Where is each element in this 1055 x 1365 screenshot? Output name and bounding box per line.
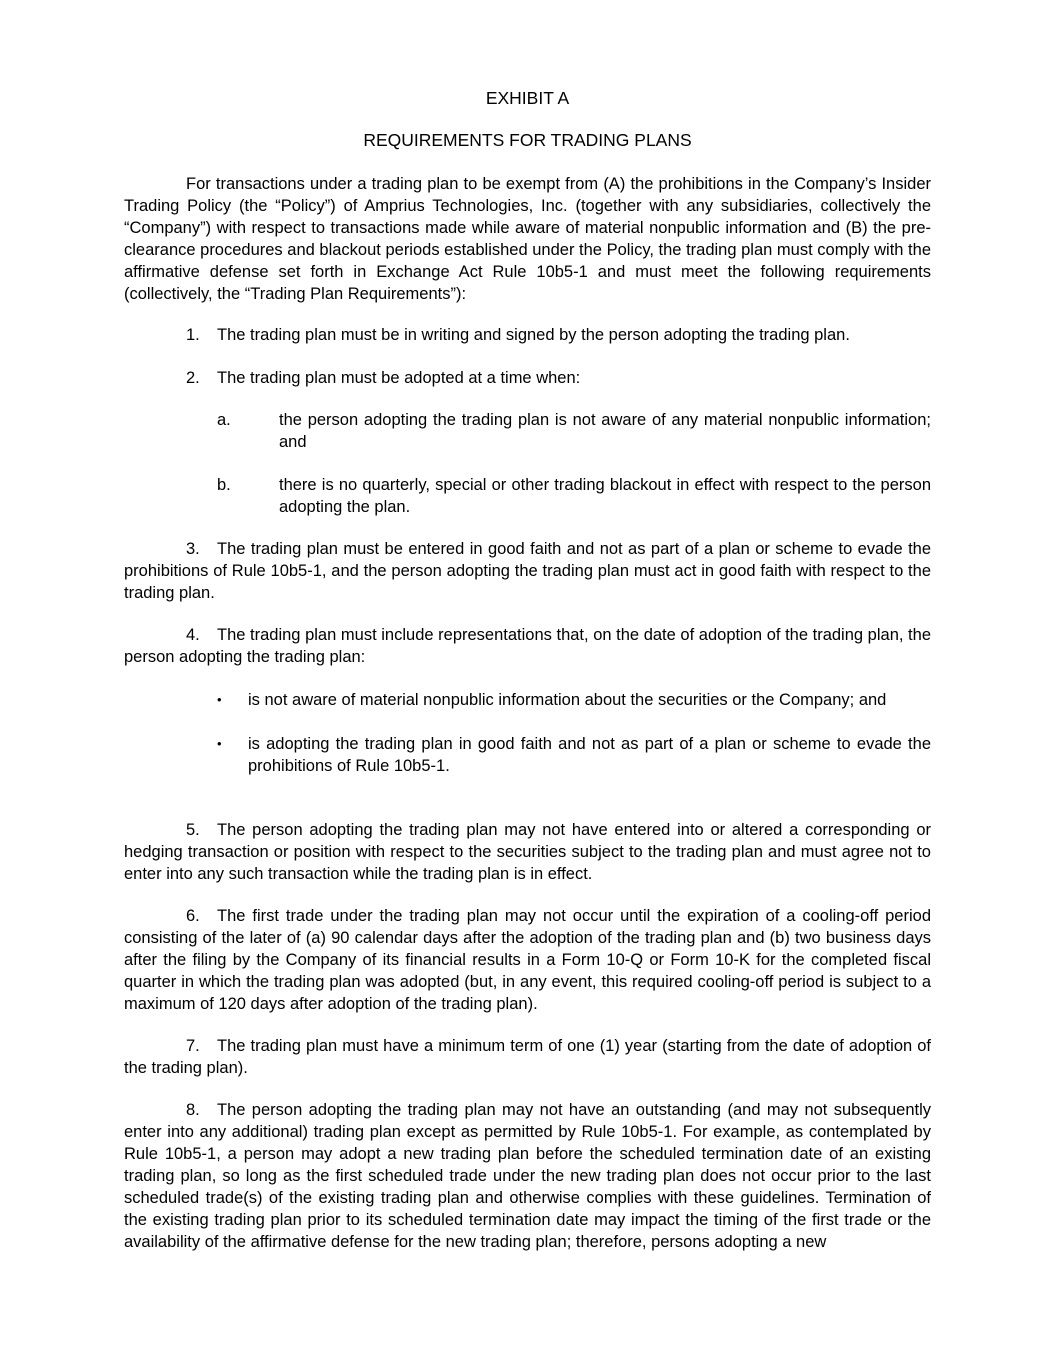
item-number: 6. xyxy=(186,907,200,925)
bullet-item-2 xyxy=(217,733,931,777)
item-text: The trading plan must be in writing and signed by the person adopting the trading plan. xyxy=(217,326,850,344)
requirement-item-7 xyxy=(124,1035,931,1079)
intro-paragraph: For transactions under a trading plan to be exempt from (A) the prohibitions in the Company’s Insider Trading Policy (the “Policy”) of Amprius Technologies, Inc. (together with any subsidiaries, collectively the “Company”) with respect to transactions made while aware of material nonpublic information and (B) the pre-clearance procedures and blackout periods established under the Policy, the trading plan must comply with the affirmative defense set forth in Exchange Act Rule 10b5-1 and must meet the following requirements (collectively, the “Trading Plan Requirements”): xyxy=(124,175,931,303)
sub-item-text: there is no quarterly, special or other trading blackout in effect with respect to the person adopting the plan. xyxy=(279,476,931,516)
item-number: 2. xyxy=(186,369,200,387)
requirement-item-3 xyxy=(124,538,931,604)
item-text: The trading plan must be adopted at a time when: xyxy=(217,369,581,387)
bullet-icon: • xyxy=(217,692,222,707)
bullet-text: is not aware of material nonpublic information about the securities or the Company; and xyxy=(248,691,887,709)
requirement-item-1 xyxy=(186,324,931,346)
exhibit-title: EXHIBIT A xyxy=(485,88,570,108)
bullet-icon: • xyxy=(217,736,222,751)
item-number: 5. xyxy=(186,821,200,839)
item-text: The person adopting the trading plan may not have an outstanding (and may not subsequently enter into any additional) trading plan except as permitted by Rule 10b5-1. For example, as contemplated by Rule 10b5-1, a person may adopt a new trading plan before the scheduled termination date of an existing trading plan, so long as the first scheduled trade under the new trading plan does not occur prior to the last scheduled trade(s) of the existing trading plan and otherwise complies with these guidelines. Termination of the existing trading plan prior to its scheduled termination date may impact the timing of the first trade or the availability of the affirmative defense for the new trading plan; therefore, persons adopting a new xyxy=(124,1101,931,1251)
item-number: 3. xyxy=(186,540,200,558)
sub-item-letter: a. xyxy=(217,411,231,429)
section-title: REQUIREMENTS FOR TRADING PLANS xyxy=(363,130,692,150)
item-number: 1. xyxy=(186,326,200,344)
sub-item-b xyxy=(217,474,931,518)
requirement-item-8 xyxy=(124,1099,931,1253)
item-number: 4. xyxy=(186,626,200,644)
item-text: The trading plan must have a minimum term of one (1) year (starting from the date of adoption of the trading plan). xyxy=(124,1037,931,1077)
sub-item-a xyxy=(217,409,931,453)
item-text: The first trade under the trading plan may not occur until the expiration of a cooling-off period consisting of the later of (a) 90 calendar days after the adoption of the trading plan and (b) two business days after the filing by the Company of its financial results in a Form 10-Q or Form 10-K for the completed fiscal quarter in which the trading plan was adopted (but, in any event, this required cooling-off period is subject to a maximum of 120 days after adoption of the trading plan). xyxy=(124,907,931,1013)
bullet-item-1 xyxy=(217,689,931,711)
item-number: 7. xyxy=(186,1037,200,1055)
requirement-item-2 xyxy=(186,367,931,389)
item-text: The person adopting the trading plan may not have entered into or altered a corresponding or hedging transaction or position with respect to the securities subject to the trading plan and must agree not to enter into any such transaction while the trading plan is in effect. xyxy=(124,821,931,883)
sub-item-text: the person adopting the trading plan is not aware of any material nonpublic information; and xyxy=(279,411,931,451)
requirement-item-6 xyxy=(124,905,931,1015)
bullet-text: is adopting the trading plan in good faith and not as part of a plan or scheme to evade the prohibitions of Rule 10b5-1. xyxy=(248,735,931,775)
sub-item-letter: b. xyxy=(217,476,231,494)
item-text: The trading plan must be entered in good faith and not as part of a plan or scheme to evade the prohibitions of Rule 10b5-1, and the person adopting the trading plan must act in good faith with respect to the trading plan. xyxy=(124,540,931,602)
requirement-item-5 xyxy=(124,819,931,885)
item-number: 8. xyxy=(186,1101,200,1119)
item-text: The trading plan must include representations that, on the date of adoption of the trading plan, the person adopting the trading plan: xyxy=(124,626,931,666)
requirement-item-4 xyxy=(124,624,931,668)
